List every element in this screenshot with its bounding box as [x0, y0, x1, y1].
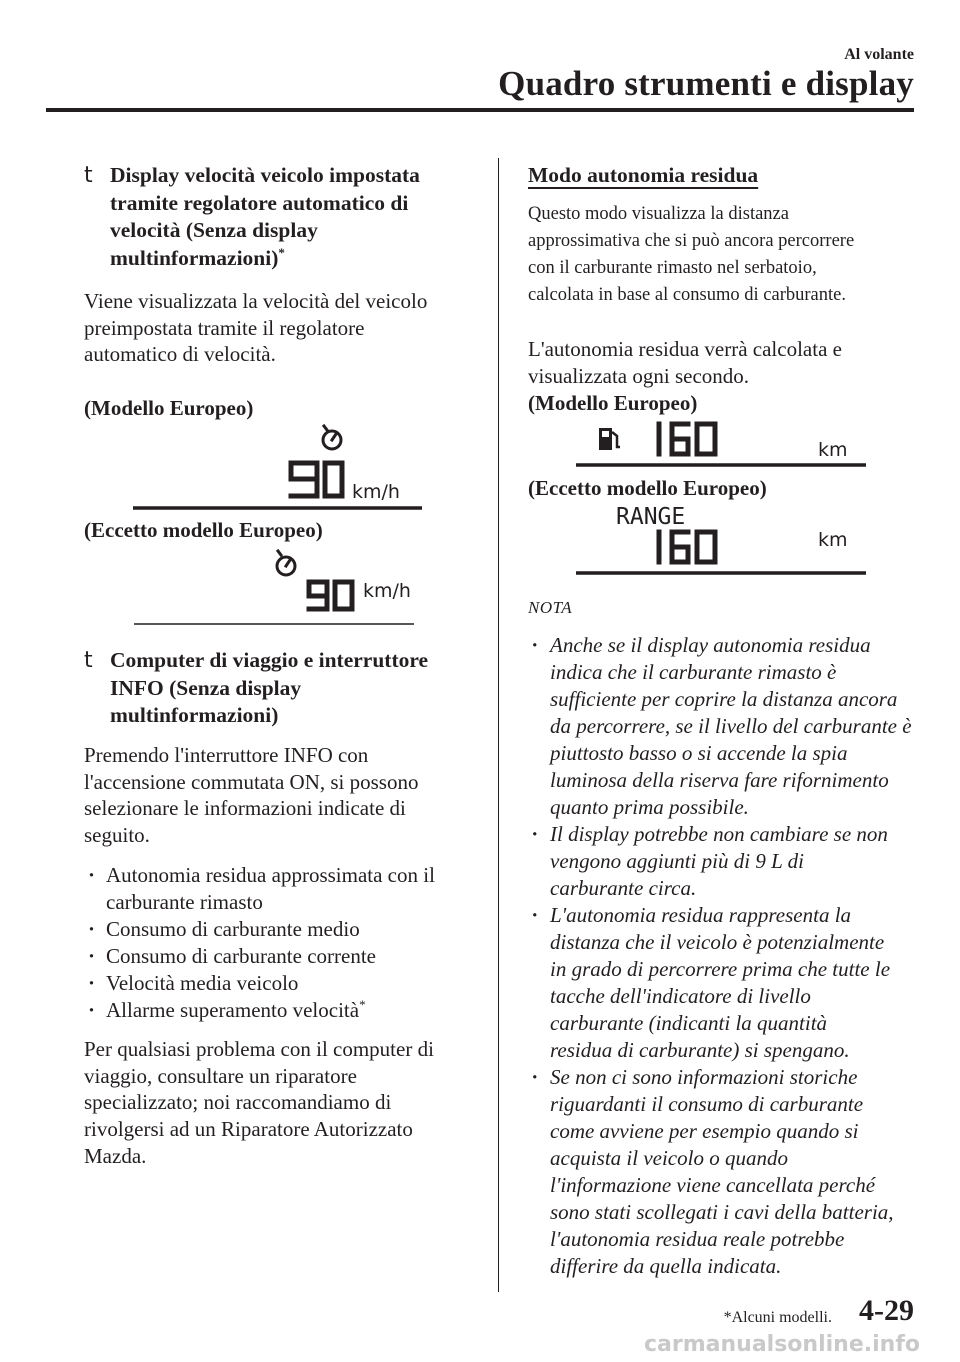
- info-items-list: [84, 862, 484, 1023]
- heading-trip-computer: t Computer di viaggio e interruttore INFO (Senza display multinformazioni): [84, 648, 429, 727]
- heading-range-mode: Modo autonomia residua: [528, 163, 759, 187]
- range-calc-text: L'autonomia residua verrà calcolata e visualizzata ogni secondo.: [528, 337, 842, 388]
- footnote: *Alcuni modelli.: [723, 1309, 832, 1326]
- trip-computer-intro: Premendo l'interruttore INFO con l'accensione commutata ON, si possono selezionare le informazioni indicate di seguito.: [84, 743, 419, 848]
- list-item: · Consumo di carburante medio: [84, 916, 484, 943]
- list-item: · Il display potrebbe non cambiare se non vengono aggiunti più di 9 L di carburante circa.: [528, 821, 928, 902]
- cruise-speed-icon: [323, 426, 341, 449]
- list-item: · Anche se il display autonomia residua indica che il carburante rimasto è sufficiente per coprire la distanza ancora da percorrere, se il livello del carburante è piuttosto basso o si accende la spia luminosa della riserva fare rifornimento quanto prima possibile.: [528, 632, 928, 821]
- page-title: Quadro strumenti e display: [498, 64, 914, 103]
- speed-unit: km/h: [352, 481, 400, 503]
- range-label: RANGE: [616, 504, 686, 530]
- section-label: Al volante: [844, 46, 914, 63]
- range-unit: km: [818, 439, 848, 461]
- seven-segment-digits: [291, 463, 342, 496]
- seven-segment-digits: [309, 582, 352, 609]
- list-item: · Consumo di carburante corrente: [84, 943, 484, 970]
- seven-segment-digits: [659, 532, 715, 562]
- range-display-eu: [576, 418, 870, 470]
- heading-speed-display: t Display velocità veicolo impostata tramite regolatore automatico di velocità (Senza display multinformazioni)*: [84, 163, 420, 270]
- range-mode-description: Questo modo visualizza la distanza approssimativa che si può ancora percorrere con il carburante rimasto nel serbatoio, calcolata in base al consumo di carburante.: [528, 204, 855, 305]
- nota-title: NOTA: [528, 598, 573, 617]
- section-bullet-icon: t: [84, 648, 93, 673]
- list-item: · Se non ci sono informazioni storiche riguardanti il consumo di carburante come avviene per esempio quando si acquista il veicolo o quando l'informazione viene cancellata perché sono stati scollegati i cavi della batteria, l'autonomia residua reale potrebbe differire da quella indicata.: [528, 1064, 928, 1280]
- model-eu-label: (Modello Europeo): [84, 396, 254, 420]
- list-item: · L'autonomia residua rappresenta la distanza che il veicolo è potenzialmente in grado di percorrere prima che tutte le tacche dell'indicatore di livello carburante (indicanti la quantità residua di carburante) si spengano.: [528, 902, 928, 1064]
- model-other-label: (Eccetto modello Europeo): [528, 476, 767, 500]
- speed-display-description: Viene visualizzata la velocità del veicolo preimpostata tramite il regolatore automatico di velocità.: [84, 289, 428, 367]
- cruise-speed-icon: [277, 551, 295, 575]
- trip-computer-outro: Per qualsiasi problema con il computer di viaggio, consultare un riparatore specializzato; noi raccomandiamo di rivolgersi ad un Riparatore Autorizzato Mazda.: [84, 1037, 434, 1168]
- speed-display-other: [134, 543, 424, 631]
- model-eu-label: (Modello Europeo): [528, 391, 698, 415]
- list-item: · Allarme superamento velocità*: [84, 997, 484, 1024]
- seven-segment-digits: [659, 424, 715, 454]
- range-unit: km: [818, 529, 848, 551]
- watermark: carmanualsonline.info: [644, 1332, 920, 1357]
- model-other-label: (Eccetto modello Europeo): [84, 518, 323, 542]
- speed-unit: km/h: [363, 580, 411, 602]
- page-number: 4-29: [859, 1294, 914, 1327]
- fuel-pump-icon: [599, 428, 620, 450]
- section-bullet-icon: t: [84, 163, 93, 188]
- header-rule: [46, 108, 914, 112]
- column-divider: [498, 158, 499, 1292]
- speed-display-eu: [130, 418, 430, 514]
- list-item: · Autonomia residua approssimata con il carburante rimasto: [84, 862, 484, 915]
- list-item: · Velocità media veicolo: [84, 970, 484, 997]
- nota-list: [528, 632, 928, 1280]
- range-display-other: [576, 498, 870, 578]
